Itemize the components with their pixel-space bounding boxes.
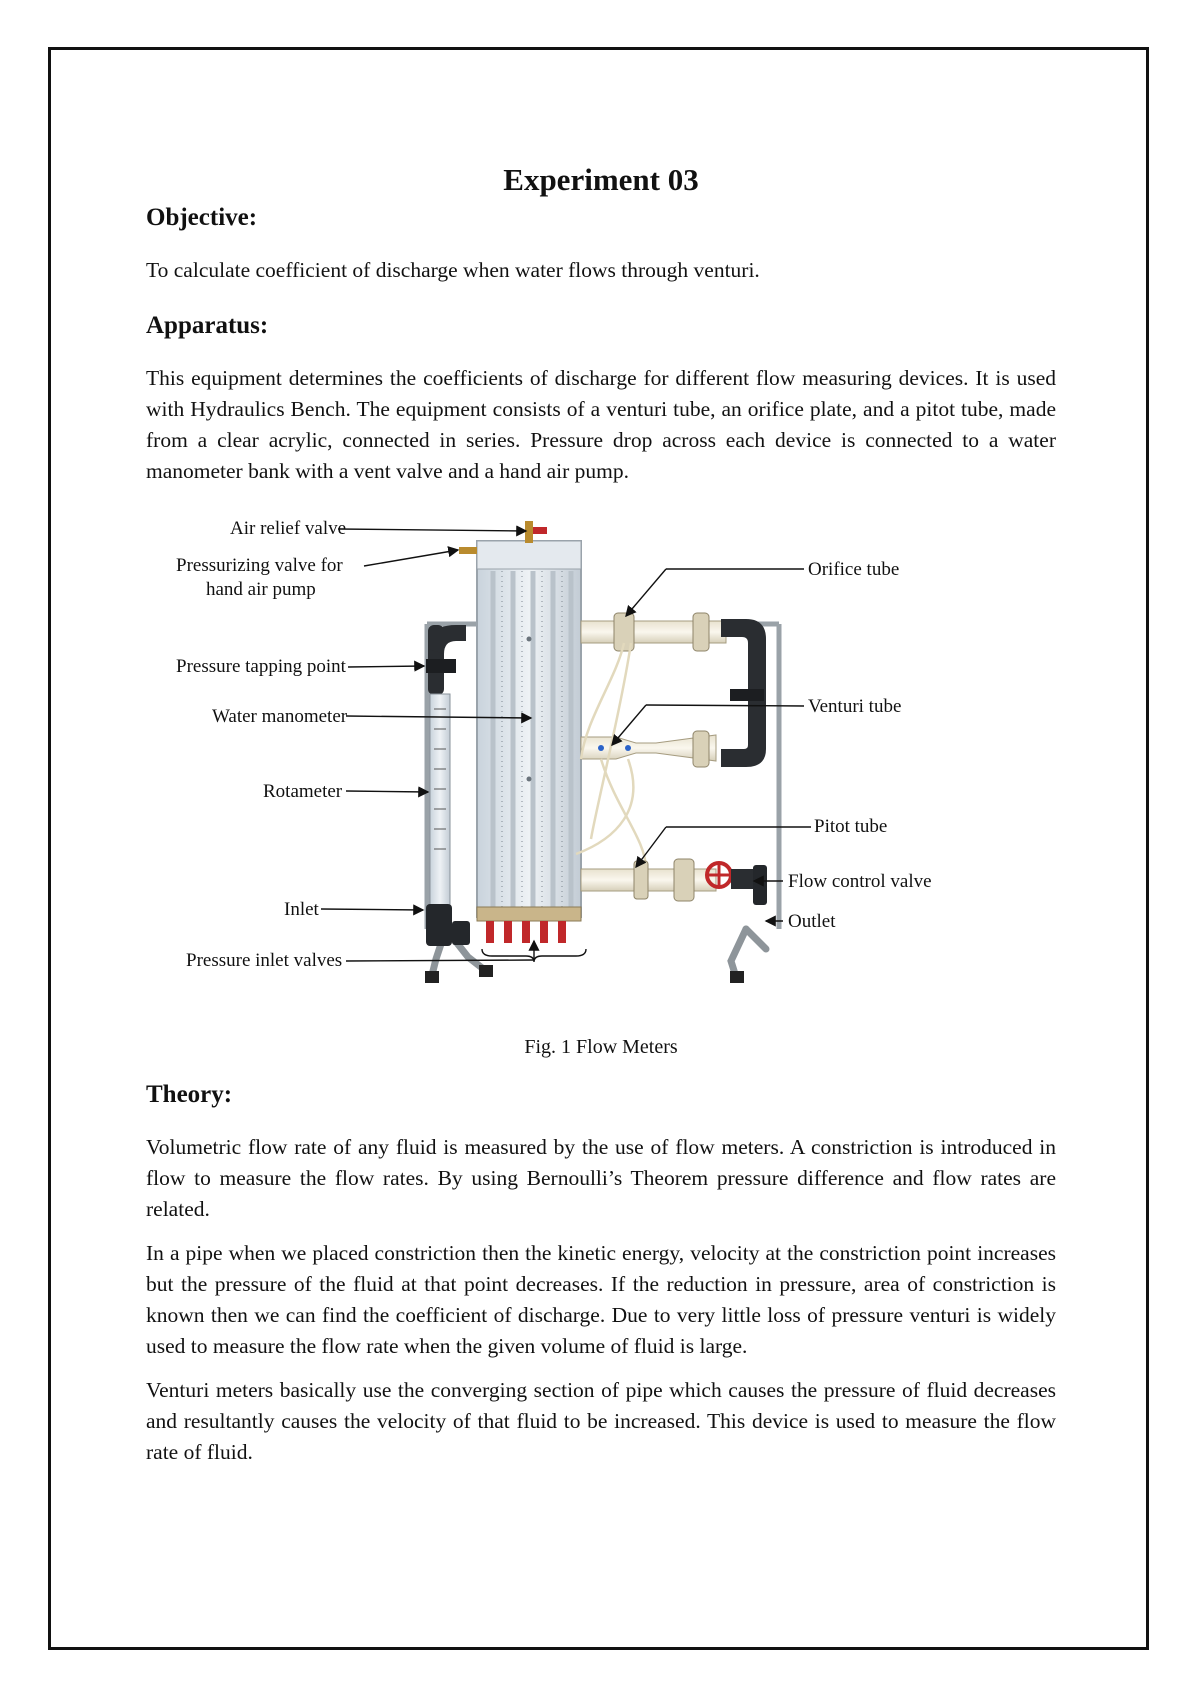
label-orifice-tube: Orifice tube [808, 559, 900, 580]
theory-paragraph: Venturi meters basically use the converging section of pipe which causes the pressure of fluid decreases and resultantly causes the velocity of that fluid to be increased. This device is used to measure the flow rate of fluid. [146, 1378, 1056, 1464]
theory-paragraph: Volumetric flow rate of any fluid is measured by the use of flow meters. A constriction is introduced in flow to measure the flow rates. By using Bernoulli’s Theorem pressure difference and flow rates are related. [146, 1135, 1056, 1221]
page-title: Experiment 03 [503, 162, 699, 197]
label-pressurizing-valve-line2: hand air pump [206, 579, 316, 600]
label-pressure-inlet-valves: Pressure inlet valves [186, 950, 343, 971]
label-venturi-tube: Venturi tube [808, 696, 902, 717]
figure-caption: Fig. 1 Flow Meters [524, 1036, 678, 1058]
document-content [146, 160, 1056, 1468]
foot-pad [425, 971, 439, 983]
apparatus-text: This equipment determines the coefficients of discharge for different flow measuring devices. It is used with Hydraulics Bench. The equipment consists of a venturi tube, an orifice plate, and a pitot tube, made from a clear acrylic, connected in series. Pressure drop across each device is connected to a water manometer bank with a vent valve and a hand air pump. [146, 366, 1056, 483]
rotameter-tube [430, 694, 450, 909]
label-pitot-tube: Pitot tube [814, 816, 888, 837]
foot-pad [730, 971, 744, 983]
theory-heading: Theory: [146, 1081, 233, 1108]
label-flow-control-valve: Flow control valve [788, 871, 932, 892]
label-outlet: Outlet [788, 911, 836, 932]
foot-pad [479, 965, 493, 977]
label-air-relief-valve: Air relief valve [230, 518, 347, 539]
air-relief-valve [525, 521, 533, 543]
valve-manifold [477, 907, 581, 921]
inlet-fitting [426, 904, 452, 946]
objective-heading: Objective: [146, 204, 258, 231]
theory-paragraph: In a pipe when we placed constriction then the kinetic energy, velocity at the constriction point increases but the pressure of the fluid at that point decreases. If the reduction in pressure, area of constriction is known then we can find the coefficient of discharge. Due to very little loss of pressure venturi is widely used to measure the flow rate when the given volume of fluid is large. [146, 1241, 1056, 1358]
label-pressure-tapping-point: Pressure tapping point [176, 656, 346, 677]
label-water-manometer: Water manometer [212, 706, 348, 727]
pressure-inlet-valves [486, 921, 566, 943]
pressure-tapping-clamp [426, 659, 456, 673]
pressurizing-valve [459, 547, 477, 554]
label-rotameter: Rotameter [263, 781, 343, 802]
flow-meters-figure [146, 509, 1056, 1029]
outlet-fitting [753, 865, 767, 905]
objective-text: To calculate coefficient of discharge when water flows through venturi. [146, 258, 760, 282]
apparatus-heading: Apparatus: [146, 312, 269, 339]
label-inlet: Inlet [284, 899, 319, 920]
label-pressurizing-valve-line1: Pressurizing valve for [176, 555, 343, 576]
